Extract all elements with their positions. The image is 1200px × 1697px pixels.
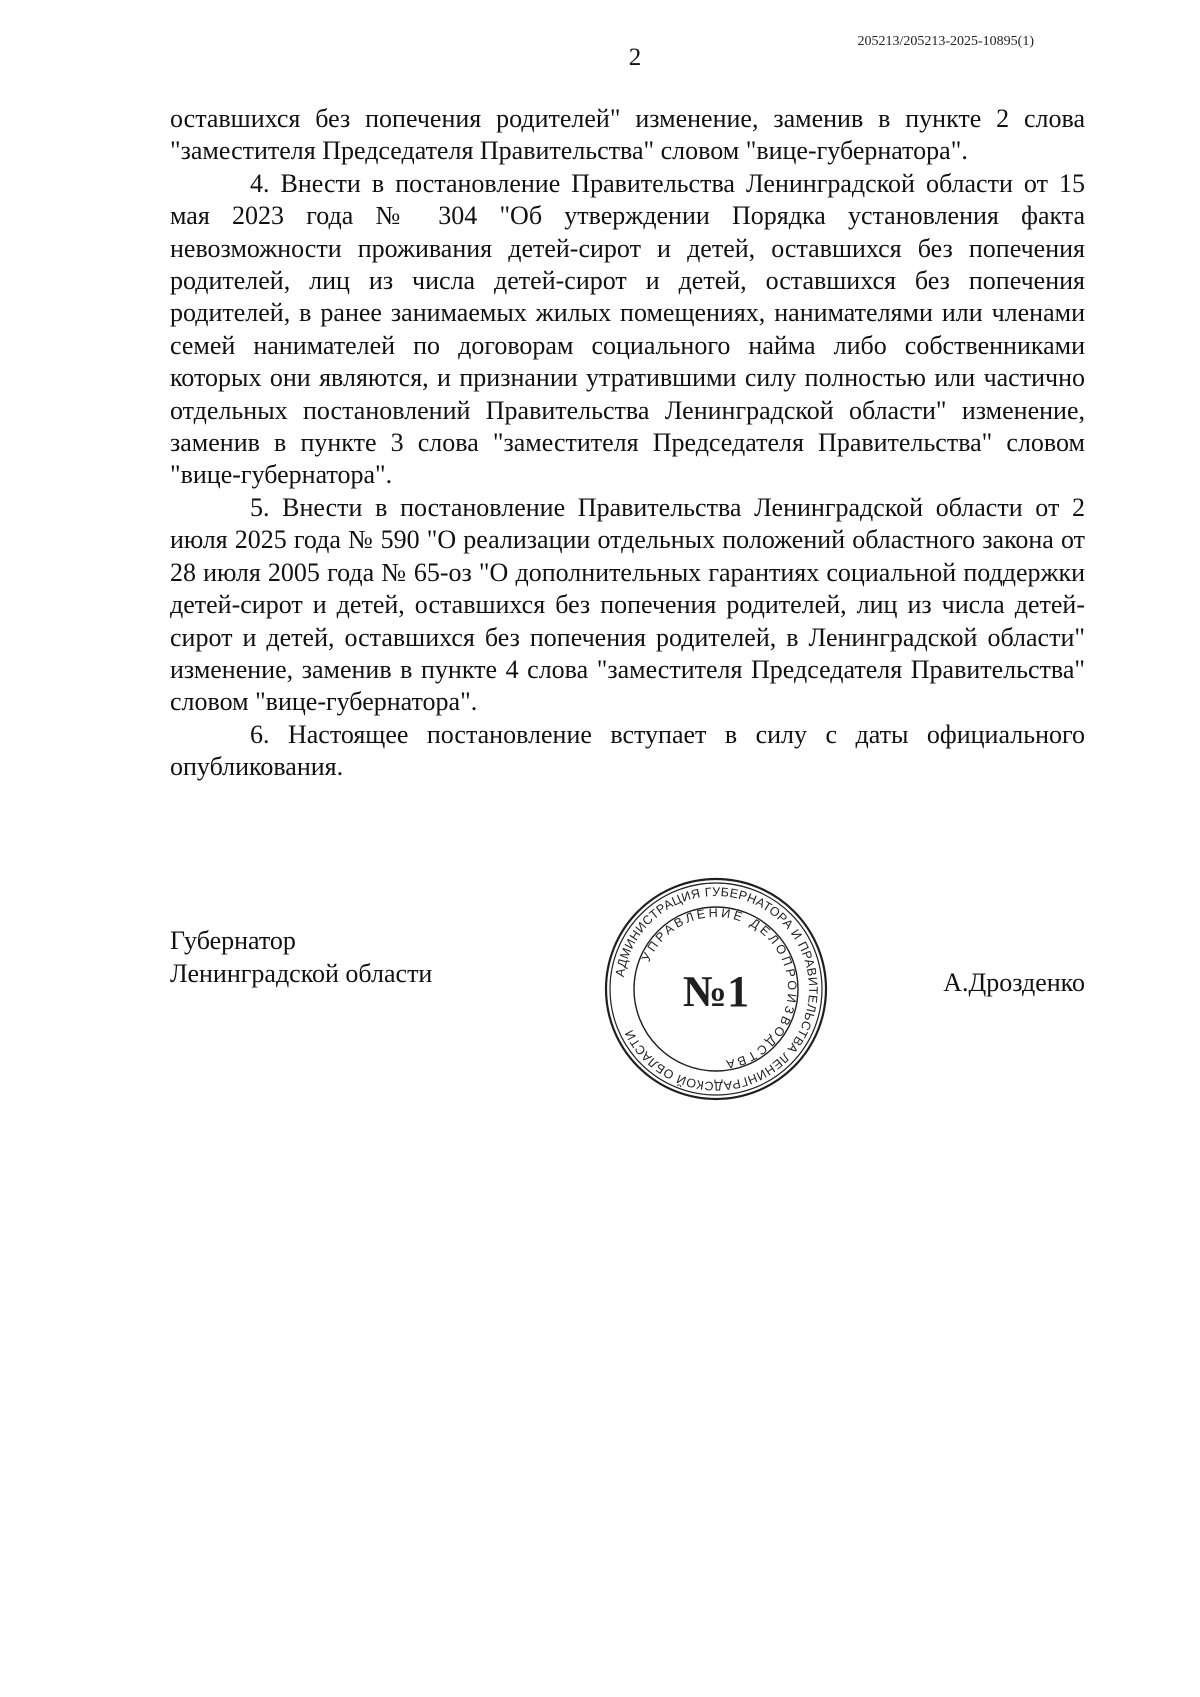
stamp-icon [603, 876, 829, 1102]
document-body [170, 103, 1085, 784]
stamp-outer-text: АДМИНИСТРАЦИЯ ГУБЕРНАТОРА И ПРАВИТЕЛЬСТВА ЛЕНИНГРАДСКОЙ ОБЛАСТИ [612, 884, 821, 1094]
paragraph-item-5: 5. Внести в постановление Правительства Ленинградской области от 2 июля 2025 года № 590 "О реализации отдельных положений областного закона от 28 июля 2005 года № 65-оз "О дополнительных гарантиях социальной поддержки детей-сирот и детей, оставшихся без попечения родителей, лиц из числа детей-сирот и детей, оставшихся без попечения родителей, в Ленинградской области" изменение, заменив в пункте 4 слова "заместителя Председателя Правительства" словом "вице-губернатора". [170, 492, 1085, 717]
page-number: 2 [628, 44, 642, 71]
signer-name: А.Дрозденко [943, 968, 1085, 997]
paragraph-item-4: 4. Внести в постановление Правительства Ленинградской области от 15 мая 2023 года № 304 "Об утверждении Порядка установления факта невозможности проживания детей-сирот и детей, оставшихся без попечения родителей, лиц из числа детей-сирот и детей, оставшихся без попечения родителей, в ранее занимаемых жилых помещениях, нанимателями или членами семей нанимателей по договорам социального найма либо собственниками которых они являются, и признании утратившими силу полностью или частично отдельных постановлений Правительства Ленинградской области" изменение, заменив в пункте 3 слова "заместителя Председателя Правительства" словом "вице-губернатора". [170, 168, 1085, 490]
document-registration-code: 205213/205213-2025-10895(1) [857, 34, 1034, 49]
paragraph-continuation: оставшихся без попечения родителей" изменение, заменив в пункте 2 слова "заместителя Председателя Правительства" словом "вице-губернатора". [170, 104, 1085, 166]
signer-position-line2: Ленинградской области [170, 959, 433, 988]
stamp-center-number: №1 [682, 967, 750, 1016]
stamp-inner-text: УПРАВЛЕНИЕ ДЕЛОПРОИЗВОДСТВА [638, 905, 800, 1072]
signer-position [170, 924, 432, 990]
paragraph-item-6: 6. Настоящее постановление вступает в силу с даты официального опубликования. [170, 719, 1085, 782]
official-stamp [603, 876, 829, 1102]
signer-position-line1: Губернатор [170, 926, 296, 955]
